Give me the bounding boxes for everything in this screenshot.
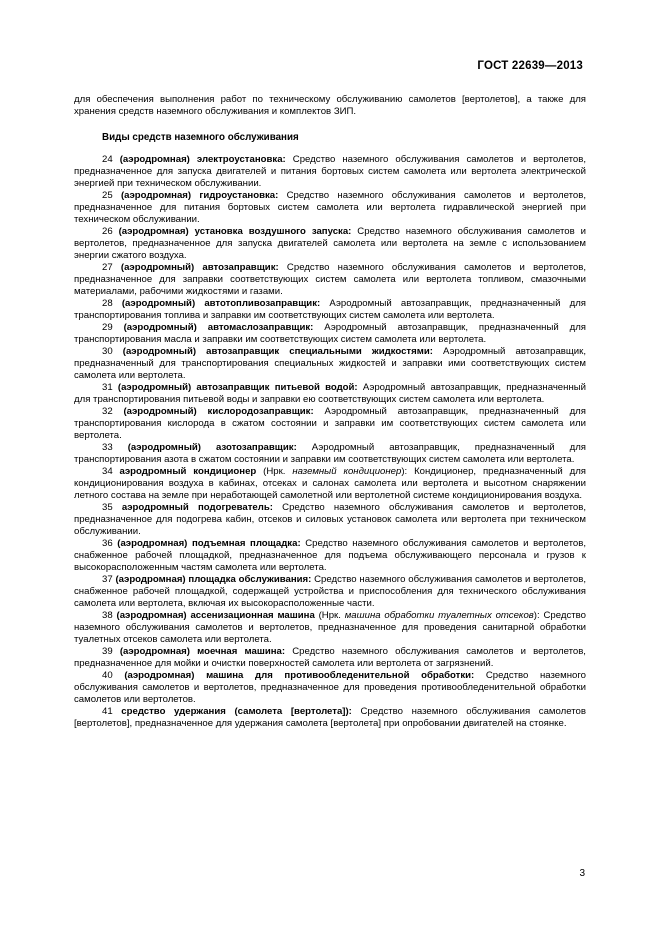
term-note-prefix: (Нрк.: [314, 610, 345, 621]
term-definition: Средство наземного обслуживания самолетов [вертолетов], предназначенное для удержания самолета [вертолета] при опробовании двигателей на стоянке.: [74, 706, 586, 729]
term-entry: [74, 574, 586, 610]
term-name: (аэродромная) подъемная площадка:: [117, 538, 301, 549]
term-entry: [74, 154, 586, 190]
term-note-suffix: ):: [401, 466, 408, 477]
term-entry: [74, 670, 586, 706]
term-number: 26: [102, 226, 113, 237]
term-entry: [74, 226, 586, 262]
term-name: (аэродромная) площадка обслуживания:: [115, 574, 312, 585]
term-definition: Аэродромный автозаправщик, предназначенный для транспортирования топлива и заправки им соответствующих систем самолета или вертолета.: [74, 298, 587, 321]
term-name: (аэродромный) азотозаправщик:: [127, 442, 297, 453]
term-definition: Средство наземного обслуживания самолетов и вертолетов, предназначенное для питания бортовых систем самолета или вертолета гидравлической энергией при техническом обслуживании.: [74, 190, 586, 225]
term-entry: [74, 610, 586, 646]
term-name: (аэродромная) ассенизационная машина: [116, 610, 315, 621]
term-number: 39: [102, 646, 113, 657]
term-name: (аэродромный) автомаслозаправщик:: [123, 322, 314, 333]
term-number: 28: [102, 298, 113, 309]
term-name: (аэродромный) автозаправщик питьевой водой:: [117, 382, 358, 393]
term-number: 37: [102, 574, 113, 585]
document-body: [74, 94, 586, 730]
term-number: 27: [102, 262, 113, 273]
term-entry: [74, 346, 586, 382]
term-number: 40: [102, 670, 113, 681]
term-name: (аэродромная) моечная машина:: [119, 646, 286, 657]
term-definition: Аэродромный автозаправщик, предназначенный для транспортирования кислорода в сжатом состоянии и заправки им соответствующих систем самолета или вертолета.: [74, 406, 586, 441]
term-definition: Средство наземного обслуживания самолетов и вертолетов, снабженное рабочей площадкой, предназначенное для подъема обслуживающего персонала и грузов к высокорасположенным частям самолета или вертолета.: [74, 538, 586, 573]
term-definition: Средство наземного обслуживания самолетов и вертолетов, предназначенное для заправки соответствующих систем самолета или вертолета топливом, смазочными материалами, рабочими жидкостями и газами.: [74, 262, 586, 297]
term-definition: Средство наземного обслуживания самолетов и вертолетов, предназначенное для запуска двигателей и питания бортовых систем самолета или вертолета электрической энергией при техническом обслуживании.: [74, 154, 586, 189]
term-entry: [74, 190, 586, 226]
term-name: (аэродромный) автозаправщик:: [120, 262, 279, 273]
term-entry: [74, 298, 586, 322]
term-definition: Средство наземного обслуживания самолетов и вертолетов, предназначенное для мойки и очистки поверхностей самолета или вертолета от загрязнений.: [74, 646, 586, 669]
term-name: аэродромный подогреватель:: [121, 502, 273, 513]
section-title: Виды средств наземного обслуживания: [102, 132, 299, 143]
term-definition: Аэродромный автозаправщик, предназначенный для транспортирования азота в сжатом состоянии и заправки им соответствующих систем самолета или вертолета.: [74, 442, 586, 465]
term-definition: Средство наземного обслуживания самолетов и вертолетов, предназначенное для проведения санитарной обработки туалетных отсеков самолета или вертолета.: [74, 610, 586, 645]
term-name: средство удержания (самолета [вертолета]):: [121, 706, 352, 717]
term-definition: Средство наземного обслуживания самолетов и вертолетов, снабженное рабочей площадкой, содержащей устройства и приспособления для технического обслуживания самолета или вертолета, включая их высокорасположенные части.: [74, 574, 587, 609]
term-entry: [74, 262, 586, 298]
term-entry: [74, 466, 586, 502]
term-note-prefix: (Нрк.: [256, 466, 293, 477]
term-deprecated: наземный кондиционер: [292, 466, 402, 477]
term-number: 41: [102, 706, 113, 717]
term-name: аэродромный кондиционер: [119, 466, 257, 477]
term-definition: Аэродромный автозаправщик, предназначенный для транспортирования питьевой воды и заправки ею соответствующих систем самолета или вертолета.: [74, 382, 586, 405]
term-definition: Средство наземного обслуживания самолетов и вертолетов, предназначенное для запуска двигателей самолета или вертолета на земле с использованием энергии сжатого воздуха.: [74, 226, 586, 261]
term-definition: Средство наземного обслуживания самолетов и вертолетов, предназначенное для подогрева кабин, отсеков и силовых установок самолета или вертолета при техническом обслуживании.: [74, 502, 587, 537]
intro-paragraph: для обеспечения выполнения работ по техническому обслуживанию самолетов [вертолетов], а также для хранения средств наземного обслуживания и комплектов ЗИП.: [74, 94, 586, 117]
term-entry: [74, 442, 586, 466]
term-list: [74, 154, 586, 730]
term-number: 24: [102, 154, 113, 165]
term-name: (аэродромный) автотопливозаправщик:: [121, 298, 321, 309]
term-deprecated: машина обработки туалетных отсеков: [344, 610, 534, 621]
term-entry: [74, 406, 586, 442]
term-definition: Кондиционер, предназначенный для кондиционирования воздуха в кабинах, отсеках и салонах самолета или вертолета и высотном снаряжении летного состава на земле при неработающей самолетной или вертолетной системе кондиционирования воздуха.: [74, 466, 586, 501]
term-name: (аэродромная) установка воздушного запуска:: [118, 226, 352, 237]
term-number: 34: [102, 466, 113, 477]
term-entry: [74, 382, 586, 406]
page-number: 3: [579, 868, 585, 879]
term-entry: [74, 502, 586, 538]
term-definition: Аэродромный автозаправщик, предназначенный для транспортирования специальных жидкостей и заправки ими соответствующих систем самолета или вертолета.: [74, 346, 586, 381]
term-number: 36: [102, 538, 113, 549]
term-entry: [74, 646, 586, 670]
term-entry: [74, 322, 586, 346]
term-name: (аэродромная) машина для противообледенительной обработки:: [124, 670, 475, 681]
term-number: 38: [102, 610, 113, 621]
term-number: 30: [102, 346, 113, 357]
term-number: 29: [102, 322, 113, 333]
term-note-suffix: ):: [533, 610, 540, 621]
term-number: 31: [102, 382, 113, 393]
term-definition: Средство наземного обслуживания самолетов и вертолетов, предназначенное для проведения противообледенительной обработки самолетов или вертолетов.: [74, 670, 586, 705]
term-number: 25: [102, 190, 113, 201]
term-name: (аэродромная) гидроустановка:: [120, 190, 279, 201]
term-entry: [74, 706, 586, 730]
term-name: (аэродромный) автозаправщик специальными жидкостями:: [122, 346, 433, 357]
term-number: 33: [102, 442, 113, 453]
term-number: 35: [102, 502, 113, 513]
term-number: 32: [102, 406, 113, 417]
term-definition: Аэродромный автозаправщик, предназначенный для транспортирования масла и заправки им соответствующих систем самолета или вертолета.: [74, 322, 586, 345]
document-header: ГОСТ 22639—2013: [477, 60, 583, 72]
term-name: (аэродромный) кислородозаправщик:: [123, 406, 314, 417]
term-name: (аэродромная) электроустановка:: [119, 154, 286, 165]
term-entry: [74, 538, 586, 574]
